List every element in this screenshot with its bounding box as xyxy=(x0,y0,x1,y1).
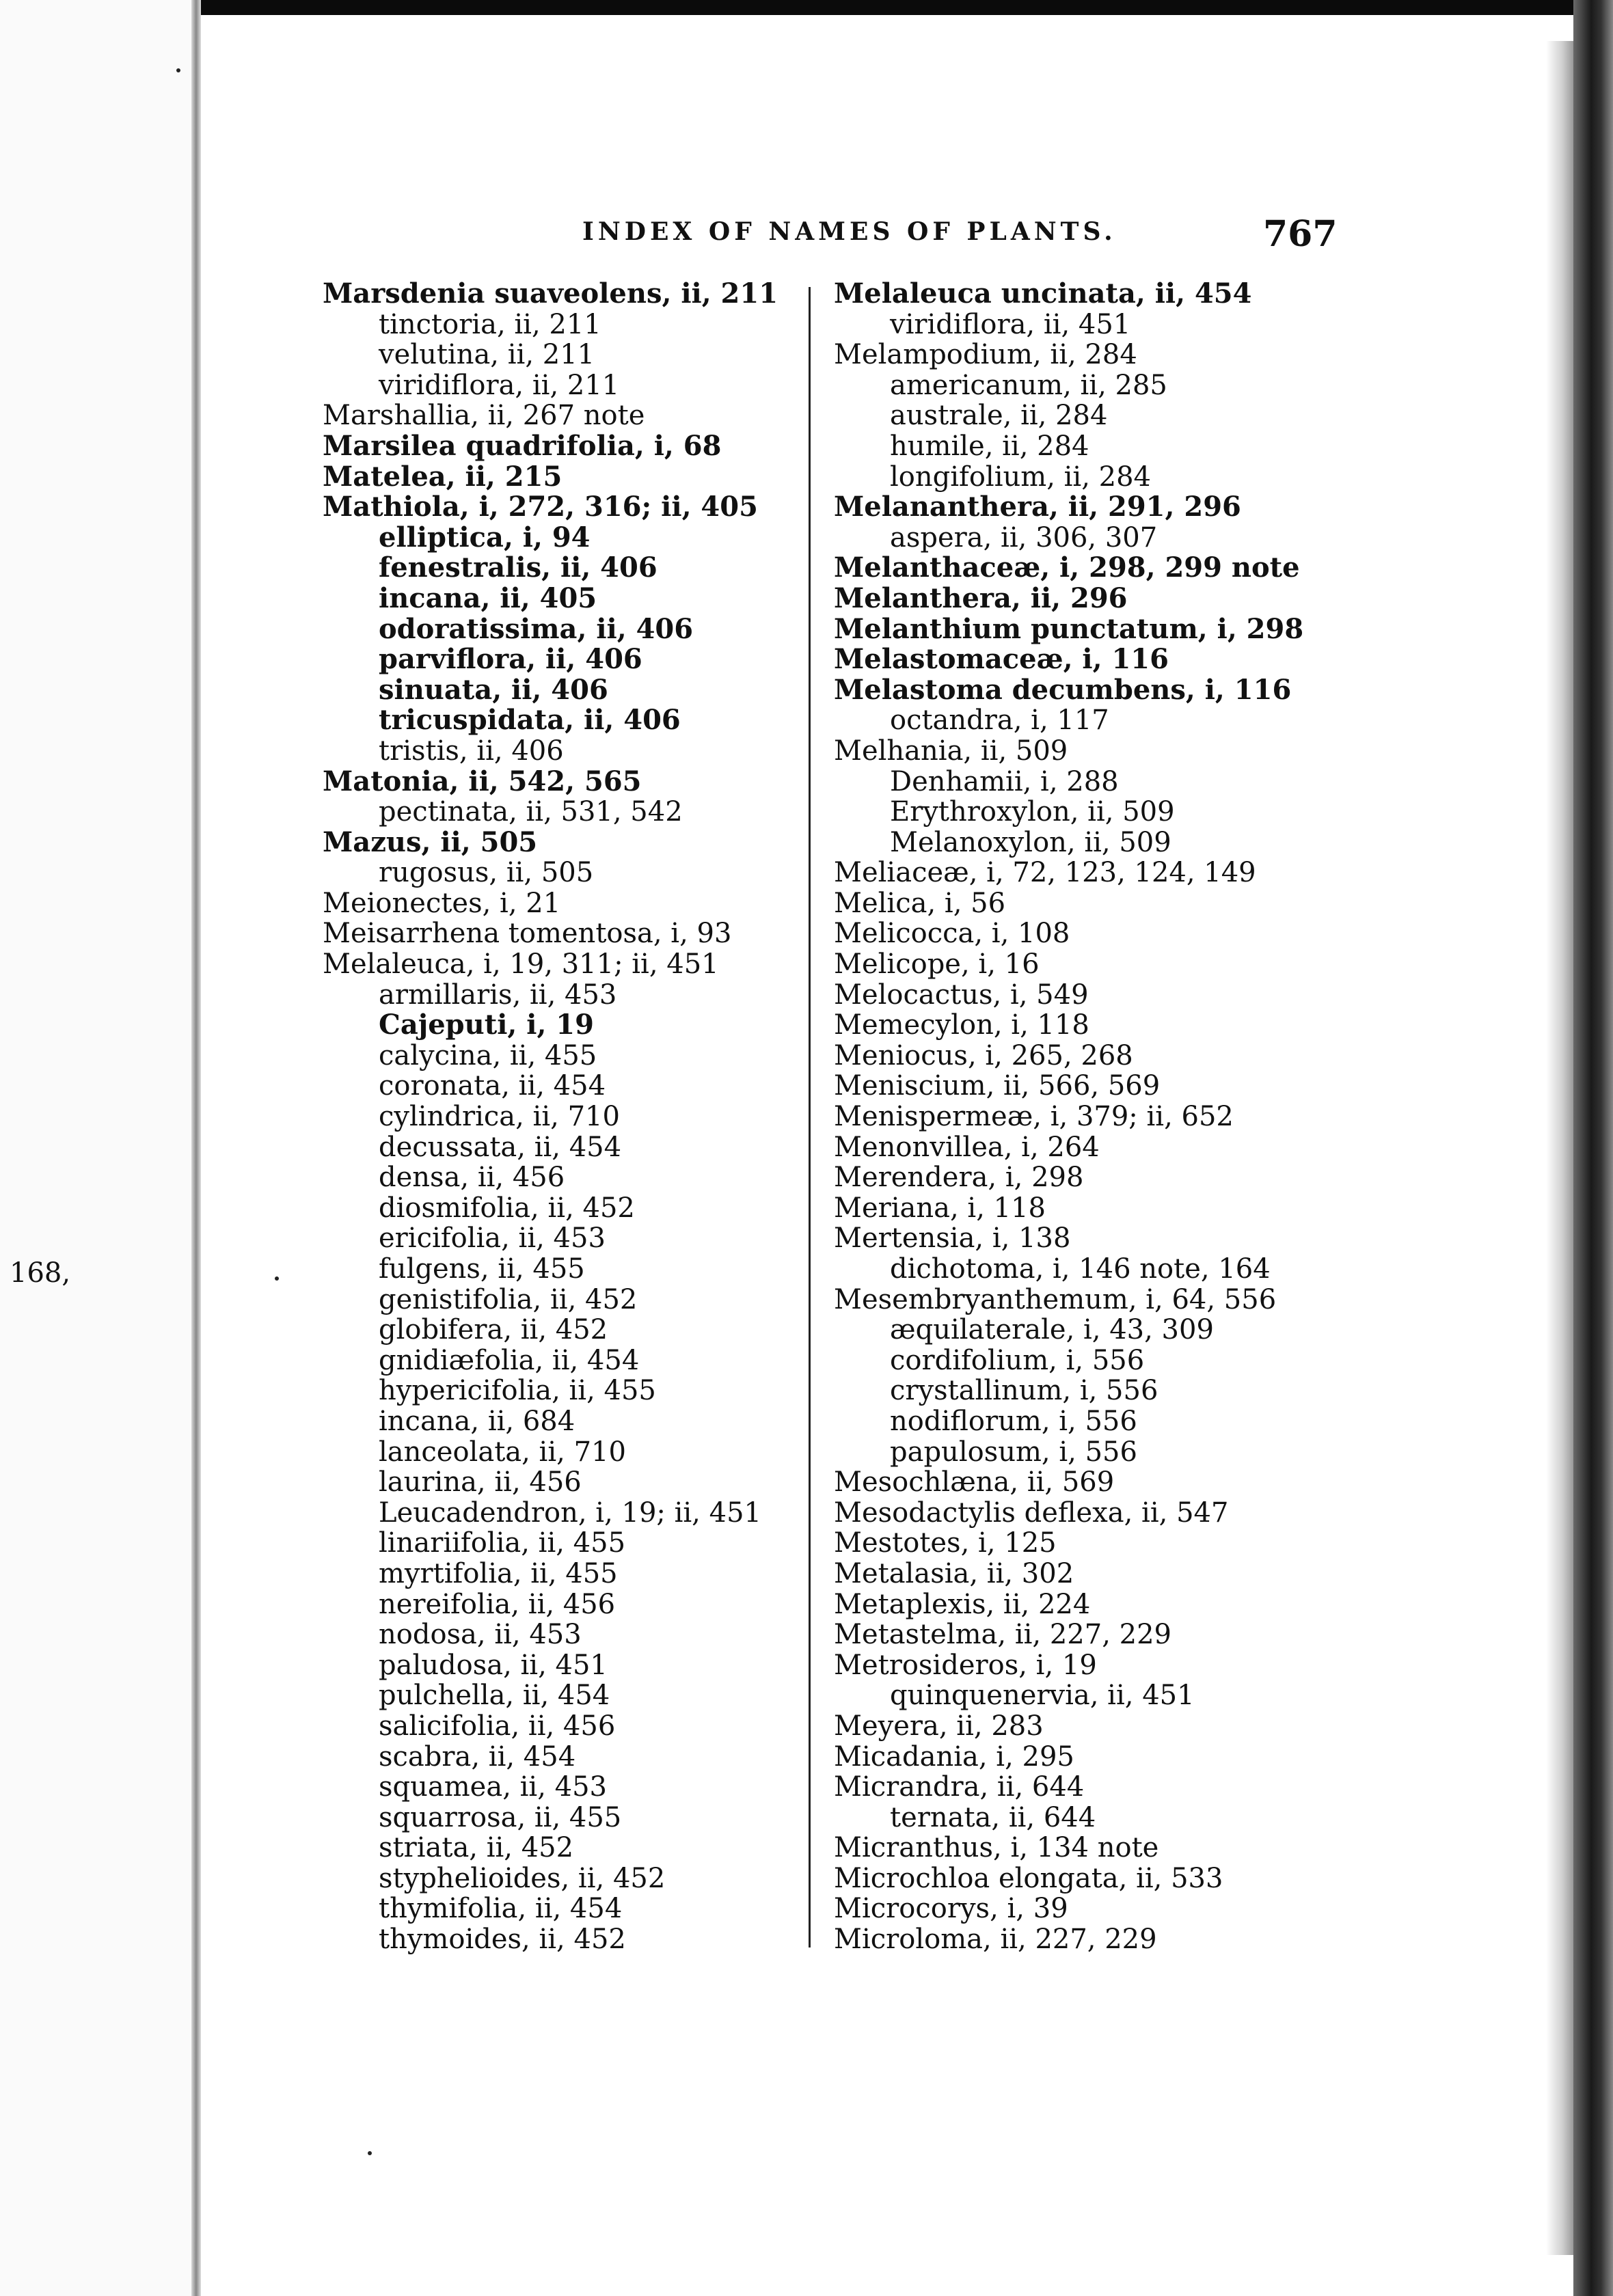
index-subentry: rugosus, ii, 505 xyxy=(379,857,594,889)
index-subentry: incana, ii, 405 xyxy=(379,582,597,614)
index-entry: Matelea, ii, 215 xyxy=(323,460,562,493)
index-entry: Meisarrhena tomentosa, i, 93 xyxy=(323,918,732,950)
index-entry: Melanthera, ii, 296 xyxy=(834,582,1128,614)
page-edge-shading xyxy=(1546,41,1573,2255)
index-subentry: decussata, ii, 454 xyxy=(379,1131,622,1163)
index-entry: Memecylon, i, 118 xyxy=(834,1009,1089,1041)
index-subentry: nereifolia, ii, 456 xyxy=(379,1588,616,1620)
index-subentry: salicifolia, ii, 456 xyxy=(379,1710,616,1742)
index-subentry: myrtifolia, ii, 455 xyxy=(379,1557,618,1589)
index-subentry: laurina, ii, 456 xyxy=(379,1466,582,1499)
index-subentry: nodosa, ii, 453 xyxy=(379,1619,582,1651)
index-subentry: longifolium, ii, 284 xyxy=(890,461,1151,493)
index-entry: Merendera, i, 298 xyxy=(834,1162,1084,1194)
index-subentry: pulchella, ii, 454 xyxy=(379,1680,610,1712)
index-subentry: tristis, ii, 406 xyxy=(379,735,564,767)
index-subentry: humile, ii, 284 xyxy=(890,430,1089,462)
index-subentry: ternata, ii, 644 xyxy=(890,1801,1096,1833)
index-entry: Meyera, ii, 283 xyxy=(834,1710,1044,1742)
index-entry: Menonvillea, i, 264 xyxy=(834,1131,1100,1163)
index-subentry: elliptica, i, 94 xyxy=(379,521,591,554)
index-subentry: australe, ii, 284 xyxy=(890,400,1108,432)
index-entry: Mazus, ii, 505 xyxy=(323,825,538,858)
index-entry: Metrosideros, i, 19 xyxy=(834,1649,1097,1681)
index-subentry: odoratissima, ii, 406 xyxy=(379,612,694,645)
index-subentry: paludosa, ii, 451 xyxy=(379,1649,608,1681)
index-entry: Meniscium, ii, 566, 569 xyxy=(834,1070,1161,1102)
index-subentry: americanum, ii, 285 xyxy=(890,369,1167,401)
index-subentry: dichotoma, i, 146 note, 164 xyxy=(890,1253,1271,1285)
index-entry: Melicope, i, 16 xyxy=(834,948,1040,981)
index-subentry: pectinata, ii, 531, 542 xyxy=(379,796,683,828)
index-subentry: linariifolia, ii, 455 xyxy=(379,1527,626,1559)
index-entry: Micranthus, i, 134 note xyxy=(834,1832,1159,1864)
index-subentry: sinuata, ii, 406 xyxy=(379,673,608,706)
index-subentry: diosmifolia, ii, 452 xyxy=(379,1192,635,1224)
speck-mark xyxy=(368,2151,372,2155)
index-subentry: Erythroxylon, ii, 509 xyxy=(890,796,1175,828)
index-subentry: coronata, ii, 454 xyxy=(379,1070,606,1102)
scan-top-edge xyxy=(0,0,1613,15)
index-subentry: octandra, i, 117 xyxy=(890,705,1109,737)
index-column-left xyxy=(323,279,815,1955)
index-entry: Micrandra, ii, 644 xyxy=(834,1771,1085,1803)
index-subentry: thymifolia, ii, 454 xyxy=(379,1893,623,1925)
index-entry: Meliaceæ, i, 72, 123, 124, 149 xyxy=(834,857,1256,889)
index-subentry: nodiflorum, i, 556 xyxy=(890,1405,1137,1437)
index-subentry: viridiflora, ii, 211 xyxy=(379,369,620,401)
index-entry: Melampodium, ii, 284 xyxy=(834,339,1137,371)
index-subentry: Leucadendron, i, 19; ii, 451 xyxy=(379,1496,761,1529)
index-subentry: thymoides, ii, 452 xyxy=(379,1924,626,1956)
index-subentry: Denhamii, i, 288 xyxy=(890,765,1119,797)
index-entry: Melanthaceæ, i, 298, 299 note xyxy=(834,551,1300,584)
index-subentry: calycina, ii, 455 xyxy=(379,1039,597,1071)
index-subentry: scabra, ii, 454 xyxy=(379,1740,576,1773)
index-entry: Microchloa elongata, ii, 533 xyxy=(834,1862,1223,1894)
index-entry: Microloma, ii, 227, 229 xyxy=(834,1924,1157,1956)
index-entry: Melocactus, i, 549 xyxy=(834,979,1089,1011)
index-entry: Melhania, ii, 509 xyxy=(834,735,1068,767)
index-subentry: armillaris, ii, 453 xyxy=(379,979,617,1011)
index-subentry: squarrosa, ii, 455 xyxy=(379,1801,622,1833)
index-entry: Mertensia, i, 138 xyxy=(834,1222,1071,1255)
index-entry: Metaplexis, ii, 224 xyxy=(834,1588,1091,1620)
index-entry: Melaleuca, i, 19, 311; ii, 451 xyxy=(323,948,719,981)
index-subentry: aspera, ii, 306, 307 xyxy=(890,521,1158,554)
index-subentry: papulosum, i, 556 xyxy=(890,1436,1137,1468)
index-subentry: crystallinum, i, 556 xyxy=(890,1375,1158,1407)
index-subentry: velutina, ii, 211 xyxy=(379,339,595,371)
index-subentry: cylindrica, ii, 710 xyxy=(379,1101,620,1133)
index-subentry: genistifolia, ii, 452 xyxy=(379,1283,638,1315)
index-subentry: styphelioides, ii, 452 xyxy=(379,1862,666,1894)
index-subentry: ericifolia, ii, 453 xyxy=(379,1222,606,1255)
index-entry: Marsilea quadrifolia, i, 68 xyxy=(323,429,722,462)
index-entry: Mesochlæna, ii, 569 xyxy=(834,1466,1115,1499)
speck-mark xyxy=(275,1276,279,1281)
index-subentry: parviflora, ii, 406 xyxy=(379,643,642,676)
speck-mark xyxy=(176,68,180,72)
index-subentry: squamea, ii, 453 xyxy=(379,1771,607,1803)
index-subentry: æquilaterale, i, 43, 309 xyxy=(890,1314,1214,1346)
running-header-title: INDEX OF NAMES OF PLANTS. xyxy=(582,217,1117,246)
index-subentry: globifera, ii, 452 xyxy=(379,1314,608,1346)
index-subentry: tricuspidata, ii, 406 xyxy=(379,704,681,737)
index-entry: Micadania, i, 295 xyxy=(834,1740,1074,1773)
index-entry: Melanthium punctatum, i, 298 xyxy=(834,612,1304,645)
index-entry: Melicocca, i, 108 xyxy=(834,918,1070,950)
index-entry: Melastoma decumbens, i, 116 xyxy=(834,673,1292,706)
index-subentry: densa, ii, 456 xyxy=(379,1162,565,1194)
index-entry: Marsdenia suaveolens, ii, 211 xyxy=(323,277,778,310)
index-subentry: Cajeputi, i, 19 xyxy=(379,1009,594,1041)
index-entry: Marshallia, ii, 267 note xyxy=(323,400,645,432)
index-column-right xyxy=(834,277,1304,1956)
index-entry: Mestotes, i, 125 xyxy=(834,1527,1057,1559)
facing-page-margin xyxy=(0,0,200,2296)
index-entry: Mathiola, i, 272, 316; ii, 405 xyxy=(323,491,758,523)
index-subentry: cordifolium, i, 556 xyxy=(890,1344,1145,1376)
index-entry: Meriana, i, 118 xyxy=(834,1192,1046,1224)
index-entry: Matonia, ii, 542, 565 xyxy=(323,765,642,797)
index-entry: Melaleuca uncinata, ii, 454 xyxy=(834,277,1252,310)
index-entry: Melica, i, 56 xyxy=(834,887,1006,919)
index-subentry: striata, ii, 452 xyxy=(379,1832,574,1864)
index-subentry: incana, ii, 684 xyxy=(379,1405,575,1437)
index-entry: Melastomaceæ, i, 116 xyxy=(834,643,1169,676)
index-entry: Metastelma, ii, 227, 229 xyxy=(834,1619,1171,1651)
index-subentry: tinctoria, ii, 211 xyxy=(379,308,601,340)
index-subentry: fulgens, ii, 455 xyxy=(379,1253,585,1285)
facing-page-fragment: 168, xyxy=(10,1257,71,1289)
book-spine-edge xyxy=(1573,0,1613,2296)
index-subentry: quinquenervia, ii, 451 xyxy=(890,1680,1195,1712)
index-entry: Mesodactylis deflexa, ii, 547 xyxy=(834,1496,1229,1529)
index-entry: Microcorys, i, 39 xyxy=(834,1893,1068,1925)
index-subentry: gnidiæfolia, ii, 454 xyxy=(379,1344,640,1376)
index-subentry: fenestralis, ii, 406 xyxy=(379,551,658,584)
index-entry: Menispermeæ, i, 379; ii, 652 xyxy=(834,1101,1234,1133)
index-subentry: hypericifolia, ii, 455 xyxy=(379,1375,656,1407)
column-divider xyxy=(809,287,811,1948)
index-entry: Melananthera, ii, 291, 296 xyxy=(834,491,1241,523)
index-subentry: lanceolata, ii, 710 xyxy=(379,1436,626,1468)
index-subentry: viridiflora, ii, 451 xyxy=(890,308,1131,340)
index-entry: Metalasia, ii, 302 xyxy=(834,1557,1074,1589)
index-entry: Mesembryanthemum, i, 64, 556 xyxy=(834,1283,1277,1315)
index-entry: Meionectes, i, 21 xyxy=(323,887,561,919)
page-fold-shadow xyxy=(191,0,201,2296)
index-entry: Meniocus, i, 265, 268 xyxy=(834,1039,1133,1071)
index-subentry: Melanoxylon, ii, 509 xyxy=(890,826,1171,858)
page-number: 767 xyxy=(1263,213,1338,255)
